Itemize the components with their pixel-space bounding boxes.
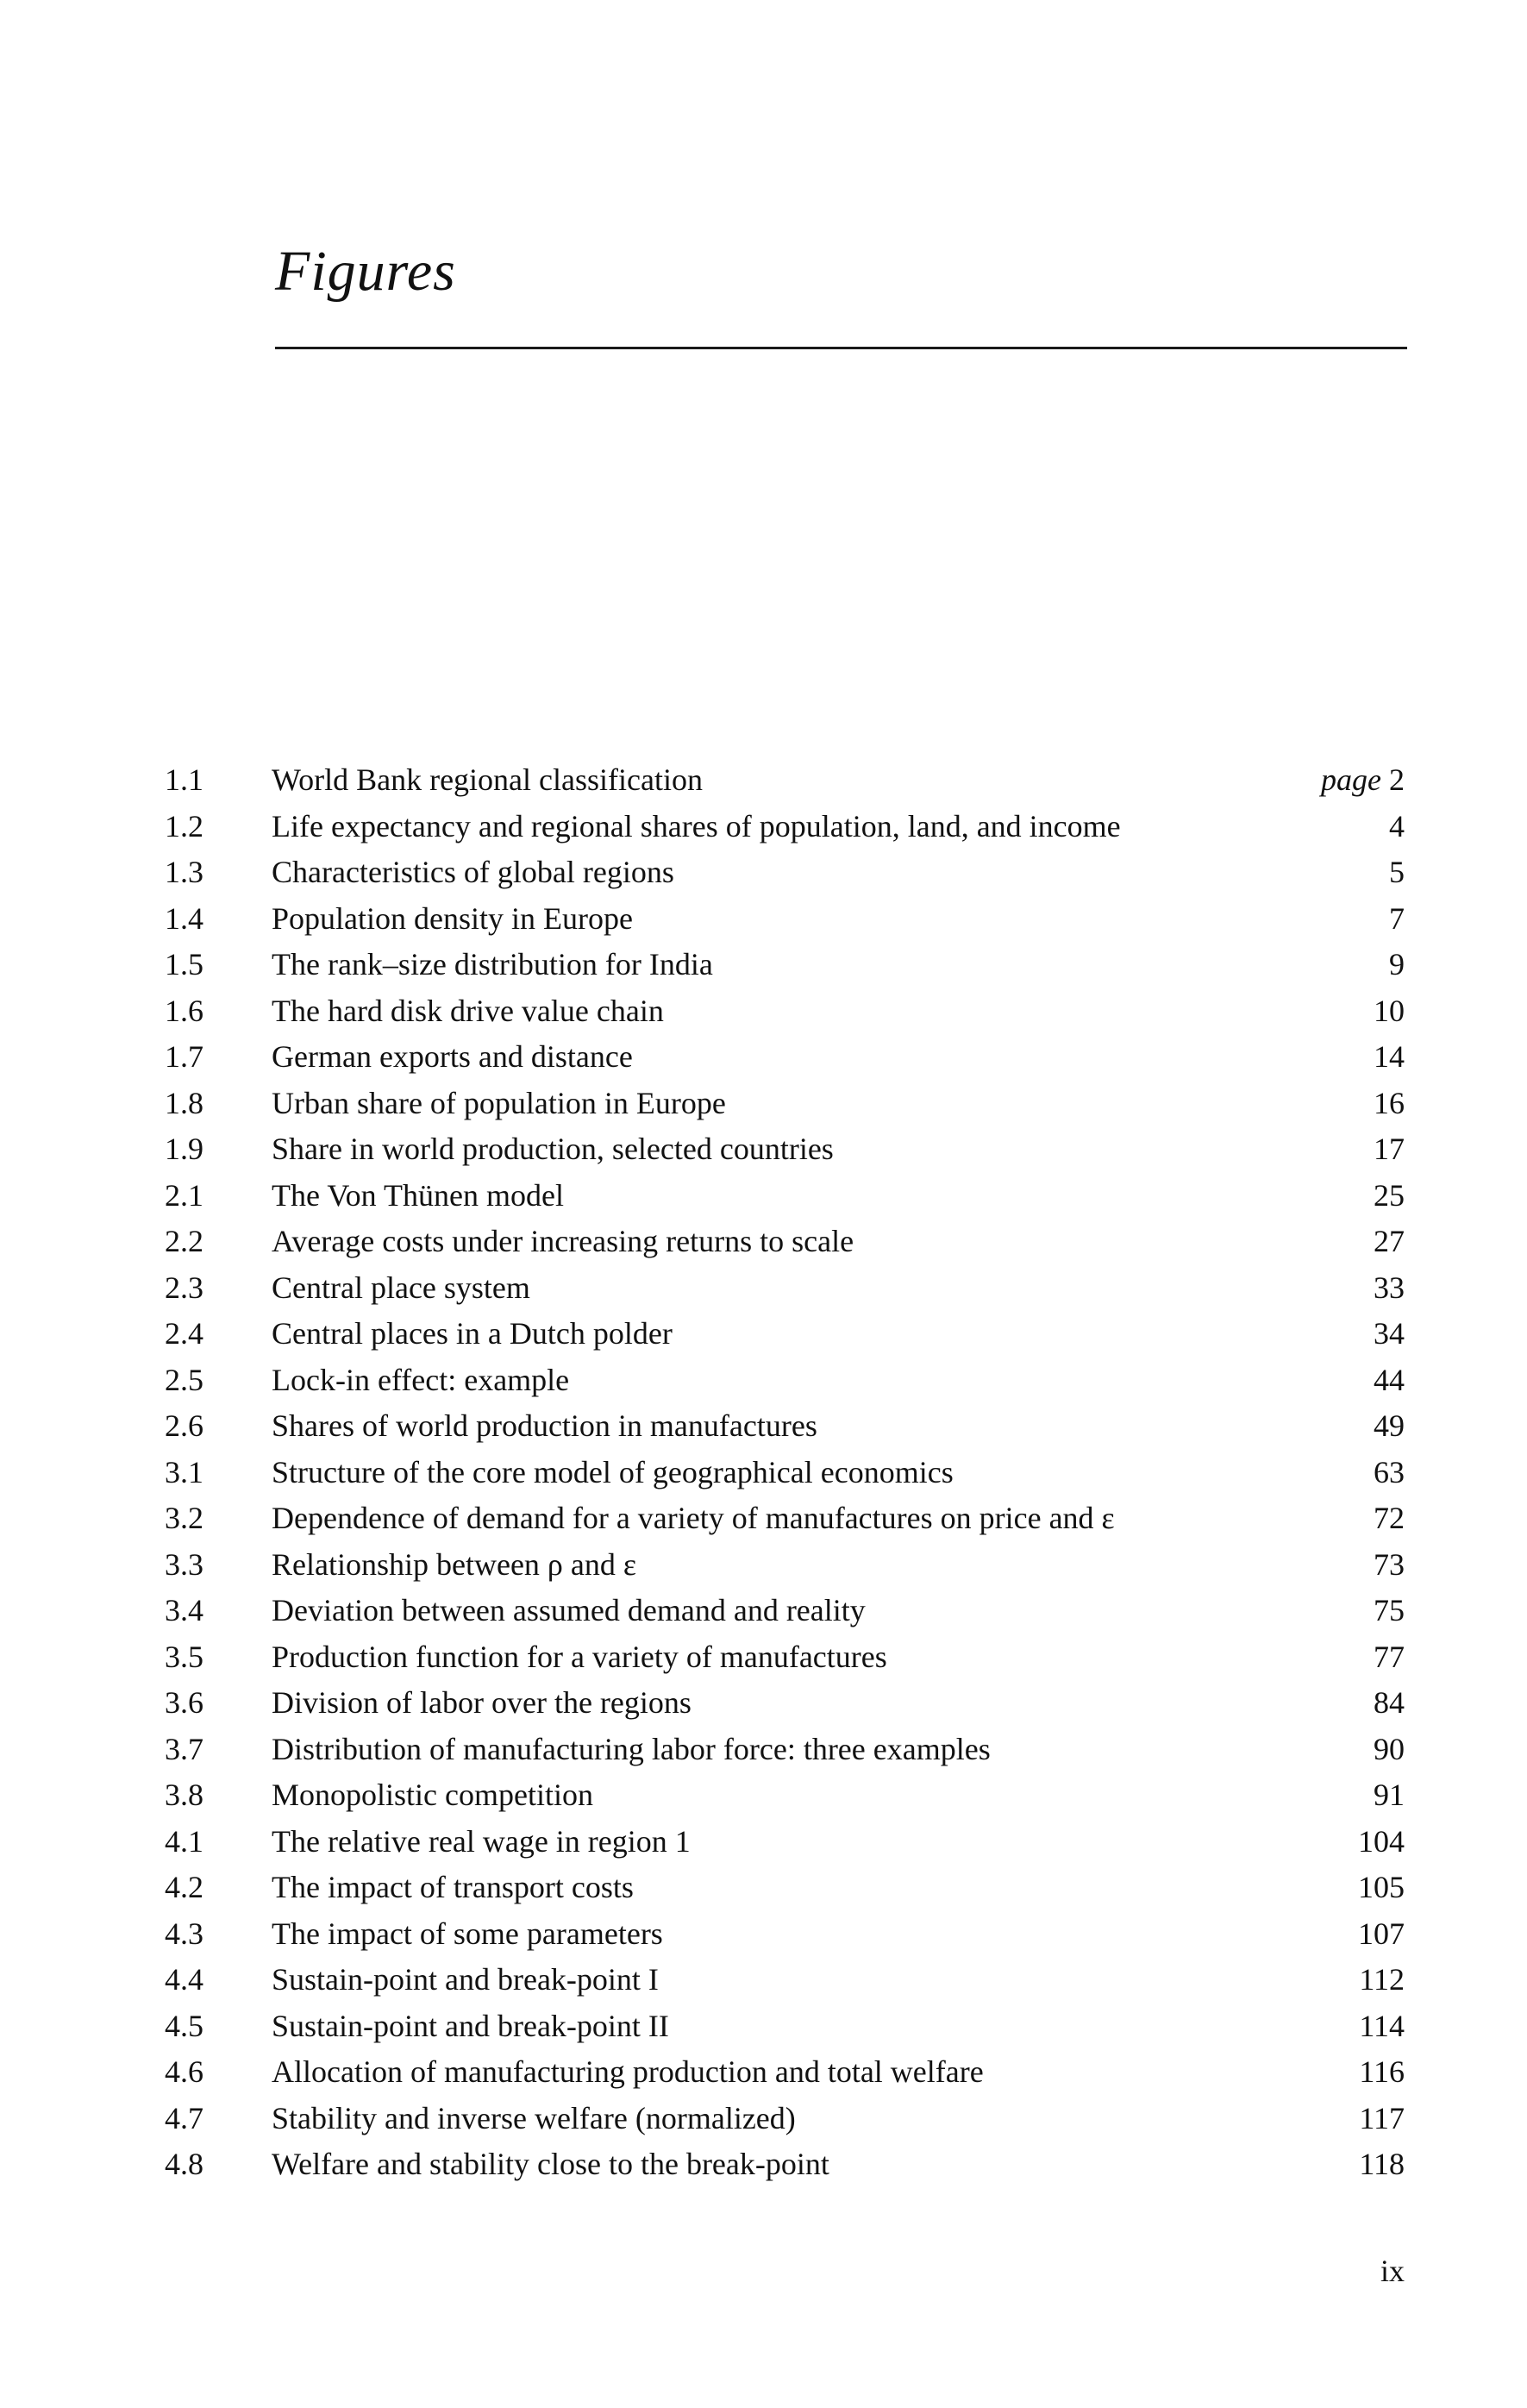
figure-entry: [165, 2141, 1405, 2188]
figure-entry: [165, 1126, 1405, 1173]
title-rule: [275, 347, 1407, 349]
figure-title: Average costs under increasing returns to scale: [272, 1224, 854, 1258]
figure-number: 4.4: [165, 1962, 203, 1997]
figure-title: The Von Thünen model: [272, 1177, 564, 1213]
figure-number: 2.5: [165, 1362, 203, 1397]
figure-page-number: [1342, 2096, 1405, 2142]
figure-title: Monopolistic competition: [272, 1778, 593, 1812]
figure-number: 3.8: [165, 1778, 203, 1812]
figure-title: Sustain-point and break-point I: [272, 1962, 659, 1997]
figure-number: 1.7: [165, 1039, 203, 1074]
figure-page-number: [1356, 1265, 1405, 1312]
figure-number: 2.4: [165, 1316, 203, 1351]
figure-entry: [165, 1358, 1405, 1404]
page-number-value: 5: [1389, 855, 1405, 889]
page-number-value: 107: [1358, 1916, 1405, 1951]
figure-entry: [165, 1265, 1405, 1312]
page-number-value: 16: [1374, 1085, 1405, 1120]
figure-title: Allocation of manufacturing production and total welfare: [272, 2054, 984, 2089]
page-number-value: 17: [1374, 1132, 1405, 1166]
figure-page-number: [1356, 1450, 1405, 1496]
figure-page-number: [1342, 2049, 1405, 2096]
page-number-value: 91: [1374, 1778, 1405, 1812]
page-number-value: 33: [1374, 1270, 1405, 1305]
figure-page-number: [1356, 988, 1405, 1035]
figure-entry: [165, 1727, 1405, 1773]
page-number-value: 2: [1389, 762, 1405, 797]
figure-entry: [165, 1081, 1405, 1127]
figure-number: 3.2: [165, 1501, 203, 1535]
figure-number: 1.9: [165, 1132, 203, 1166]
figure-entry: [165, 2096, 1405, 2142]
figure-number: 2.3: [165, 1270, 203, 1305]
figure-title: Characteristics of global regions: [272, 855, 674, 889]
figure-number: 3.7: [165, 1731, 203, 1766]
figure-page-number: [1356, 1542, 1405, 1589]
figure-entry: [165, 1496, 1405, 1542]
figure-number: 3.5: [165, 1639, 203, 1674]
figure-title: Population density in Europe: [272, 900, 633, 936]
page-number-value: 104: [1358, 1823, 1405, 1859]
figure-number: 2.6: [165, 1408, 203, 1443]
page-number-value: 72: [1374, 1501, 1405, 1535]
figure-title: Urban share of population in Europe: [272, 1085, 726, 1120]
figure-page-number: [1356, 1358, 1405, 1404]
figure-page-number: [1341, 1865, 1405, 1911]
figure-entry: [165, 1634, 1405, 1681]
figure-page-number: [1356, 1772, 1405, 1819]
page-number-value: 7: [1389, 900, 1405, 936]
figure-number: 2.1: [165, 1177, 203, 1213]
figure-entry: [165, 1588, 1405, 1634]
figure-entry: [165, 1173, 1405, 1220]
page-number-value: 49: [1374, 1408, 1405, 1443]
page-number-value: 117: [1359, 2100, 1405, 2135]
figure-page-number: [1356, 1634, 1405, 1681]
figure-title: Relationship between ρ and ε: [272, 1546, 636, 1582]
figure-number: 1.5: [165, 947, 203, 981]
figure-page-number: [1356, 1680, 1405, 1727]
page-number-value: 118: [1359, 2147, 1405, 2181]
page-number-value: 4: [1389, 808, 1405, 843]
figure-entry: [165, 1542, 1405, 1589]
page-number-value: 105: [1358, 1870, 1405, 1904]
figure-title: Shares of world production in manufactures: [272, 1408, 817, 1443]
page-number-value: 10: [1374, 993, 1405, 1028]
page-number-value: 25: [1374, 1177, 1405, 1213]
figure-number: 4.8: [165, 2147, 203, 2181]
figure-title: Lock-in effect: example: [272, 1362, 570, 1397]
figure-entry: [165, 1957, 1405, 2004]
figure-title: World Bank regional classification: [272, 762, 703, 797]
figure-number: 4.2: [165, 1870, 203, 1904]
figure-page-number: [1342, 1957, 1405, 2004]
figure-entry: [165, 1819, 1405, 1866]
figure-entry: [165, 850, 1405, 896]
figure-page-number: [1372, 942, 1405, 988]
figure-page-number: [1356, 1081, 1405, 1127]
figure-entry: [165, 1034, 1405, 1081]
figure-number: 1.1: [165, 762, 203, 797]
figure-entry: [165, 896, 1405, 943]
figure-page-number: [1356, 1496, 1405, 1542]
figure-number: 4.5: [165, 2008, 203, 2043]
figure-number: 1.6: [165, 993, 203, 1028]
figure-title: The relative real wage in region 1: [272, 1823, 691, 1859]
figure-page-number: [1356, 1126, 1405, 1173]
figure-title: Sustain-point and break-point II: [272, 2008, 669, 2043]
figure-page-number: [1342, 2004, 1405, 2050]
figure-title: The impact of transport costs: [272, 1870, 634, 1904]
page-number-value: 114: [1359, 2008, 1405, 2043]
figure-number: 3.1: [165, 1454, 203, 1489]
figure-page-number: [1356, 1219, 1405, 1265]
figure-page-number: [1342, 2141, 1405, 2188]
figure-page-number: [1372, 896, 1405, 943]
figure-title: Division of labor over the regions: [272, 1685, 692, 1720]
figure-entry: [165, 988, 1405, 1035]
figure-title: Distribution of manufacturing labor force: three examples: [272, 1731, 991, 1766]
page-number-value: 9: [1389, 947, 1405, 981]
figure-title: The impact of some parameters: [272, 1916, 663, 1951]
figure-title: Stability and inverse welfare (normalized): [272, 2100, 796, 2135]
figure-number: 4.6: [165, 2054, 203, 2089]
figure-title: The rank–size distribution for India: [272, 947, 713, 981]
page-number-value: 77: [1374, 1639, 1405, 1674]
figure-title: Central places in a Dutch polder: [272, 1316, 673, 1351]
figure-page-number: [1372, 850, 1405, 896]
figure-page-number: [1356, 1173, 1405, 1220]
page-title: Figures: [275, 240, 456, 303]
figure-title: Life expectancy and regional shares of population, land, and income: [272, 808, 1121, 843]
page-number-value: 27: [1374, 1224, 1405, 1258]
figure-entry: [165, 942, 1405, 988]
figure-title: Central place system: [272, 1270, 530, 1305]
figure-number: 1.2: [165, 808, 203, 843]
page-number-value: 14: [1374, 1039, 1405, 1074]
folio-page-number: ix: [1380, 2254, 1405, 2288]
figure-page-number: [1356, 1311, 1405, 1358]
figure-entry: [165, 1219, 1405, 1265]
figure-entry: [165, 1680, 1405, 1727]
page-number-value: 116: [1359, 2054, 1405, 2089]
figure-title: The hard disk drive value chain: [272, 993, 664, 1028]
figure-title: Share in world production, selected countries: [272, 1132, 834, 1166]
figure-entry: [165, 1450, 1405, 1496]
figure-number: 4.3: [165, 1916, 203, 1951]
figure-title: Welfare and stability close to the break-point: [272, 2147, 829, 2181]
page-number-value: 34: [1374, 1316, 1405, 1351]
figure-entry: [165, 1403, 1405, 1450]
figure-entry: [165, 1865, 1405, 1911]
page-number-value: 112: [1359, 1962, 1405, 1997]
page-number-value: 73: [1374, 1546, 1405, 1582]
page-number-value: 75: [1374, 1593, 1405, 1627]
figure-entry: [165, 1772, 1405, 1819]
figure-entry: [165, 1911, 1405, 1958]
figure-number: 2.2: [165, 1224, 203, 1258]
figure-number: 1.8: [165, 1085, 203, 1120]
figures-list: [165, 757, 1405, 2188]
page-number-value: 84: [1374, 1685, 1405, 1720]
figure-entry: [165, 757, 1405, 804]
figure-page-number: [1356, 1588, 1405, 1634]
figure-page-number: [1372, 804, 1405, 850]
figure-entry: [165, 2004, 1405, 2050]
figure-number: 3.3: [165, 1546, 203, 1582]
figure-entry: [165, 1311, 1405, 1358]
figure-page-number: [1356, 1034, 1405, 1081]
figure-number: 3.6: [165, 1685, 203, 1720]
page-word-label: page: [1321, 762, 1389, 797]
page-number-value: 63: [1374, 1454, 1405, 1489]
figure-number: 1.3: [165, 855, 203, 889]
figure-page-number: [1356, 1403, 1405, 1450]
figure-page-number: [1356, 1727, 1405, 1773]
figure-number: 1.4: [165, 900, 203, 936]
figure-entry: [165, 804, 1405, 850]
figure-number: 4.1: [165, 1823, 203, 1859]
figure-page-number: [1304, 757, 1405, 804]
figure-page-number: [1341, 1911, 1405, 1958]
figure-title: Production function for a variety of manufactures: [272, 1639, 887, 1674]
page-number-value: 90: [1374, 1731, 1405, 1766]
figure-number: 3.4: [165, 1593, 203, 1627]
figure-title: German exports and distance: [272, 1039, 633, 1074]
figure-title: Dependence of demand for a variety of manufactures on price and ε: [272, 1501, 1115, 1535]
figure-page-number: [1341, 1819, 1405, 1866]
page-number-value: 44: [1374, 1362, 1405, 1397]
figure-title: Structure of the core model of geographical economics: [272, 1454, 954, 1489]
figure-title: Deviation between assumed demand and reality: [272, 1593, 866, 1627]
figure-entry: [165, 2049, 1405, 2096]
figure-number: 4.7: [165, 2100, 203, 2135]
